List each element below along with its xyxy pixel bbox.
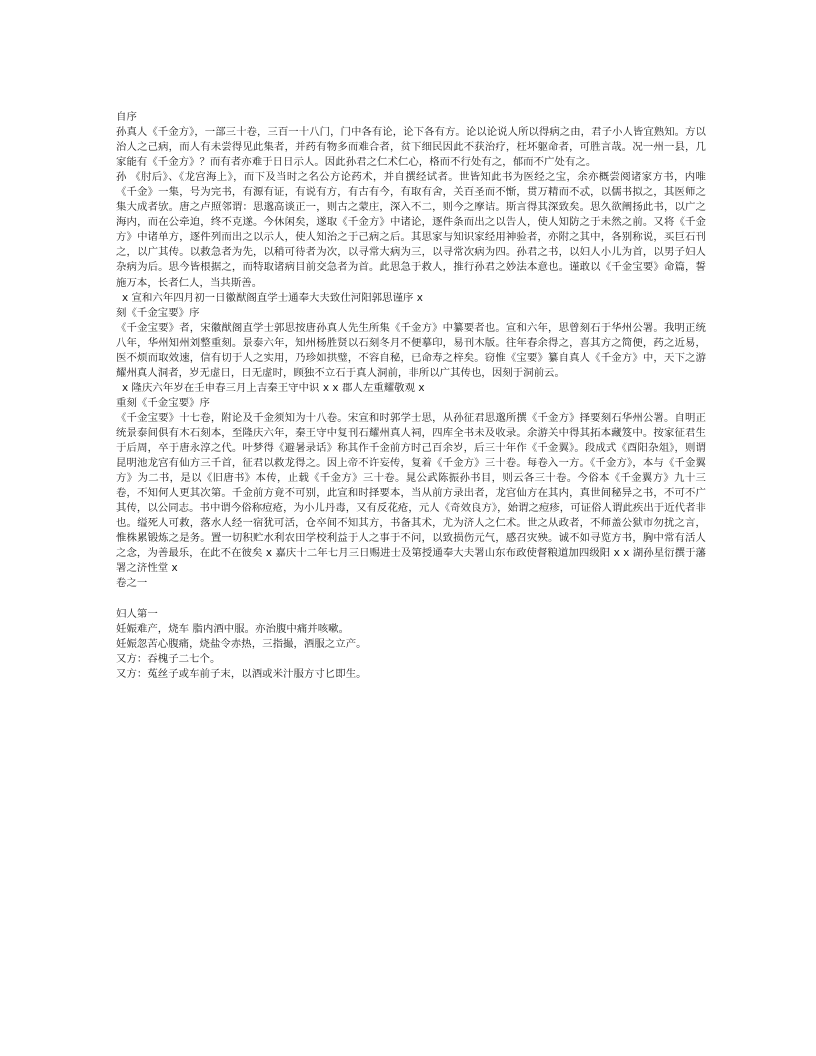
para-zixu-2: 孙 《肘后》、《龙宫海上》，而下及当时之名公方论药术，并自撰经试者。世皆知此书为医经之宝，余亦概尝阅诸家方书，内唯《千金》一集，号为完书，有源有证，有说有方，有古有今，有取有舍，关百圣而不惭，贯万精而不忒，以儒书拟之，其医师之集大成者欤。唐之卢照邻谓：思邈高谈正一，则古之蒙庄，深入不二，则今之摩诘。斯言得其深致矣。思久欲阐扬此书，以广之海内，而在公牵迫，终不克遂。今休闲矣，遂取《千金方》中诸论，逐件条而出之以告人，使人知防之于未然之前。又将《千金方》中诸单方，逐件列而出之以示人，使人知治之于己病之后。其思家与知识家经用神验者，亦附之其中，各别称说，买巨石刊之，以广其传。以救急者为先，以稍可待者为次，以寻常大病为三，以寻常次病为四。孙君之书，以妇人小儿为首，以男子妇人杂病为后。思今皆根据之，而特取诸病目前交急者为首。此思急于救人，推行孙君之妙法本意也。谨敢以《千金宝要》命篇，誓施万本，长者仁人，当共斯善。	[116, 171, 706, 289]
entry-4: 又方：菟丝子或车前子末，以酒或米汁服方寸匕即生。	[116, 667, 367, 680]
signature-longqing: x 隆庆六年岁在壬申春三月上吉秦王守中识 x x 郡人左重耀敬观 x	[122, 381, 425, 394]
heading-zixu: 自序	[116, 111, 137, 123]
para-ke-1: 《千金宝要》者，宋徽猷阁直学士郭思按唐孙真人先生所集《千金方》中纂要者也。宣和六年，思曾刻石于华州公署。我明正统八年，华州知州刘整重刻。景泰六年，知州杨胜贤以石刻冬月不便摹印，易刊木版。往年春余得之，喜其方之简便，药之近易，医不烦而取效速，信有切于人之实用，乃珍如拱璧，不容自秘，已命寿之梓矣。窃惟《宝要》纂自真人《千金方》中，天下之游耀州真人洞者，岁无虚日，日无虚时，顾独不立石于真人洞前，非所以广其传也，因刻于洞前云。	[116, 321, 706, 379]
blank-line-1	[116, 592, 706, 607]
entry-2: 妊娠忽苦心腹痛，烧盐令赤热，三指撮，酒服之立产。	[116, 637, 367, 650]
heading-juanzhiyi: 卷之一	[116, 577, 148, 590]
heading-chongke-qianjinbaoyao-xu: 重刻《千金宝要》序	[116, 396, 210, 409]
heading-ke-qianjinbaoyao-xu: 刻《千金宝要》序	[116, 306, 200, 319]
document-text-body	[116, 110, 706, 682]
entry-3: 又方：吞槐子二七个。	[116, 652, 221, 665]
para-chongke-1: 《千金宝要》十七卷，附论及千金须知为十八卷。宋宣和时郭学士思，从孙征君思邈所撰《千金方》择要刻石华州公署。自明正统景泰间俱有木石刻本，至隆庆六年，秦王守中复刊石耀州真人祠，四库全书未及收录。余游关中得其拓本藏笈中。按家征君生于后周，卒于唐永淳之代。叶梦得《避暑录话》称其作千金前方时己百余岁，后三十年作《千金翼》。段成式《酉阳杂俎》，则谓昆明池龙宫有仙方三千首，征君以救龙得之。因上帝不许妄传，复着《千金方》三十卷。每卷入一方。《千金方》，本与《千金翼方》为二书，是以《旧唐书》本传，止载《千金方》三十卷。晁公武陈振孙书目，则云各三十卷。今俗本《千金翼方》九十三卷，不知何人更其次第。千金前方竟不可别，此宣和时择要本，当从前方录出者，龙宫仙方在其内，真世间秘异之书，不可不广其传，以公同志。书中谓今俗称痘疮，为小儿丹毒，又有反花疮，元人《奇效良方》，始谓之痘疹，可证俗人谓此疾出于近代者非也。缢死人可救，落水人经一宿犹可活，仓卒间不知其方，书备其术，尤为济人之仁术。世之从政者，不师盖公狱市勿扰之言，惟株累锻炼之是务。置一切积贮水利农田学校利益于人之事于不问，以致损伤元气，感召灾殃。诚不如寻览方书，胸中常有活人之念，为善最乐，在此不在彼矣 x 嘉庆十二年七月三日赐进士及第授通奉大夫署山东布政使督粮道加四级阳 x x 湖孙星衍撰于藩署之济性堂 x	[116, 411, 706, 575]
para-zixu-1: 孙真人《千金方》，一部三十卷，三百一十八门，门中各有论，论下各有方。论以论说人所以得病之由，君子小人皆宜熟知。方以治人之己病，而人有未尝得见此集者，并药有物多而难合者，贫下细民因此不获治疗，枉坏躯命者，可胜言哉。况一州一县，几家能有《千金方》？而有者亦难于日日示人。因此孙君之仁术仁心，格而不行处有之，郁而不广处有之。	[116, 126, 706, 169]
entry-1: 妊娠难产，烧车 脂内酒中服。亦治腹中痛并咳嗽。	[116, 622, 350, 635]
heading-furen-diyi: 妇人第一	[116, 607, 158, 620]
signature-xuanhe: x 宣和六年四月初一日徽猷阁直学士通奉大夫致仕河阳郭思谨序 x	[122, 291, 423, 304]
